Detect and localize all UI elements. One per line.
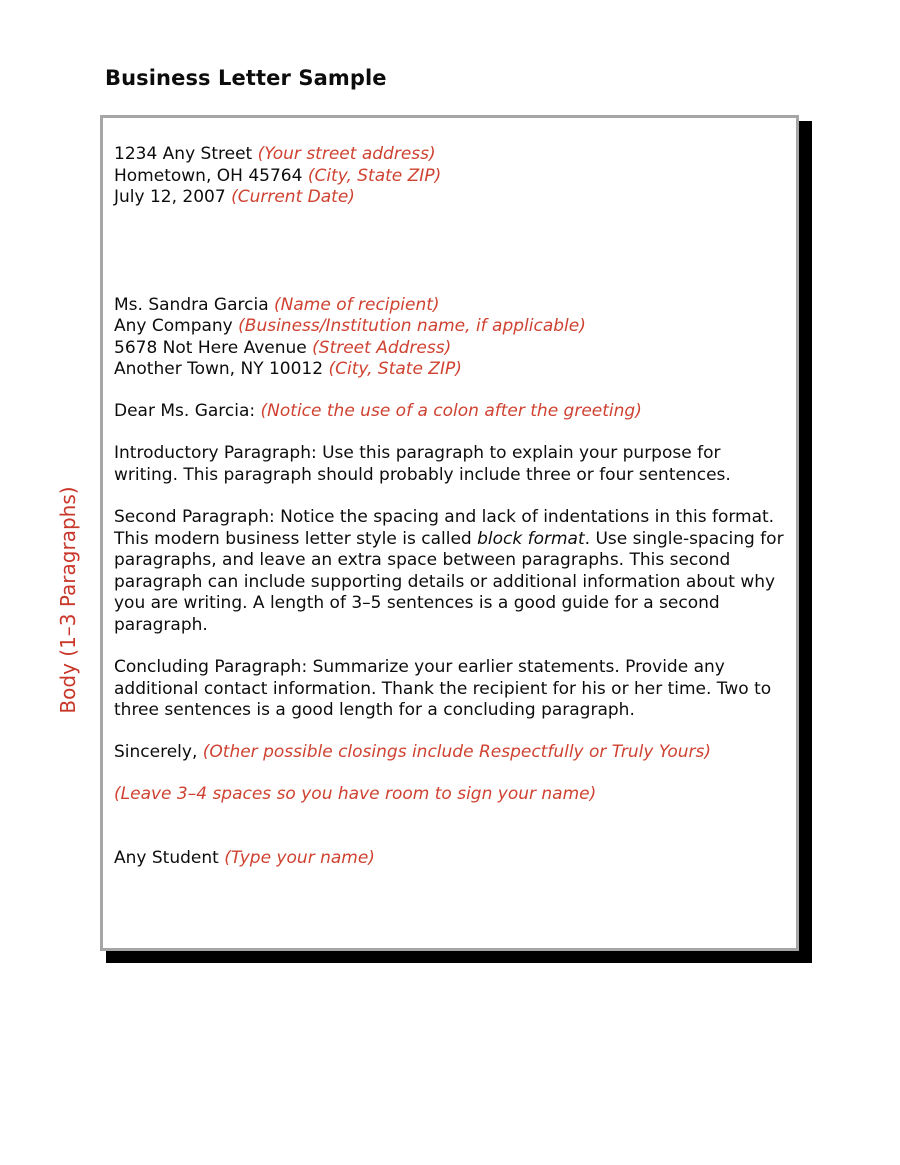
- recipient-city-line: [114, 359, 786, 381]
- page-title: Business Letter Sample: [105, 66, 387, 90]
- second-paragraph: [114, 507, 786, 636]
- sender-city-line: [114, 166, 786, 188]
- recipient-company-line: [114, 316, 786, 338]
- second-paragraph-emphasis: block format: [477, 528, 585, 549]
- closing-text: Sincerely,: [114, 741, 203, 762]
- concluding-paragraph: Concluding Paragraph: Summarize your earlier statements. Provide any additional contact information. Thank the recipient for his or her time. Two to three sentences is a good length for a concluding paragraph.: [114, 657, 772, 720]
- recipient-company-text: Any Company: [114, 316, 239, 336]
- closing-line: [114, 742, 786, 764]
- letter-content: [114, 144, 786, 869]
- body-paragraphs-side-label: Body (1–3 Paragraphs): [56, 486, 80, 714]
- recipient-city-annotation: (City, State ZIP): [328, 359, 462, 379]
- salutation-line: [114, 401, 786, 423]
- sender-address-block: [114, 144, 786, 209]
- paragraph-spacer-1: [114, 486, 786, 507]
- sender-city-annotation: (City, State ZIP): [307, 165, 442, 186]
- sender-city-text: Hometown, OH 45764: [114, 165, 308, 186]
- salutation-annotation: (Notice the use of a colon after the greeting): [260, 400, 642, 421]
- sender-date-line: [114, 187, 786, 209]
- signature-spacer: [114, 806, 786, 848]
- signature-space-note: (Leave 3–4 spaces so you have room to sign your name): [114, 784, 597, 804]
- bottom-watermark-artifact: [210, 1095, 680, 1140]
- second-paragraph-part2: . Use single-spacing for paragraphs, and leave an extra space between paragraphs. This second paragraph can include supporting details or additional information about why you are writing. A length of 3–5 sentences is a good guide for a second paragraph.: [114, 528, 784, 635]
- salutation-body-spacer: [114, 422, 786, 443]
- body-closing-spacer: [114, 722, 786, 742]
- recipient-name-annotation: (Name of recipient): [274, 294, 440, 315]
- recipient-address-block: [114, 295, 786, 381]
- sender-recipient-spacer: [114, 209, 786, 295]
- closing-annotation: (Other possible closings include Respectfully or Truly Yours): [202, 741, 711, 762]
- recipient-salutation-spacer: [114, 381, 786, 401]
- recipient-city-text: Another Town, NY 10012: [114, 359, 329, 379]
- recipient-name-text: Ms. Sandra Garcia: [114, 294, 275, 315]
- sender-date-text: July 12, 2007: [114, 187, 232, 207]
- signature-line: [114, 848, 786, 870]
- sender-date-annotation: (Current Date): [231, 187, 355, 207]
- recipient-name-line: [114, 295, 786, 317]
- paragraph-spacer-2: [114, 636, 786, 657]
- closing-signature-note-spacer: [114, 763, 786, 784]
- sender-street-text: 1234 Any Street: [114, 144, 258, 164]
- second-paragraph-part1: Second Paragraph: Notice the spacing and lack of indentations in this format. This modern business letter style is called: [114, 507, 775, 549]
- recipient-company-annotation: (Business/Institution name, if applicable): [238, 316, 586, 336]
- introductory-paragraph: Introductory Paragraph: Use this paragraph to explain your purpose for writing. This paragraph should probably include three or four sentences.: [114, 443, 731, 485]
- recipient-street-text: 5678 Not Here Avenue: [114, 337, 313, 358]
- salutation-text: Dear Ms. Garcia:: [114, 400, 261, 421]
- signature-annotation: (Type your name): [224, 847, 375, 868]
- sender-street-annotation: (Your street address): [257, 144, 436, 164]
- letter-frame: [100, 115, 799, 951]
- recipient-street-line: [114, 338, 786, 360]
- recipient-street-annotation: (Street Address): [312, 337, 452, 358]
- sender-street-line: [114, 144, 786, 166]
- signature-name-text: Any Student: [114, 847, 225, 868]
